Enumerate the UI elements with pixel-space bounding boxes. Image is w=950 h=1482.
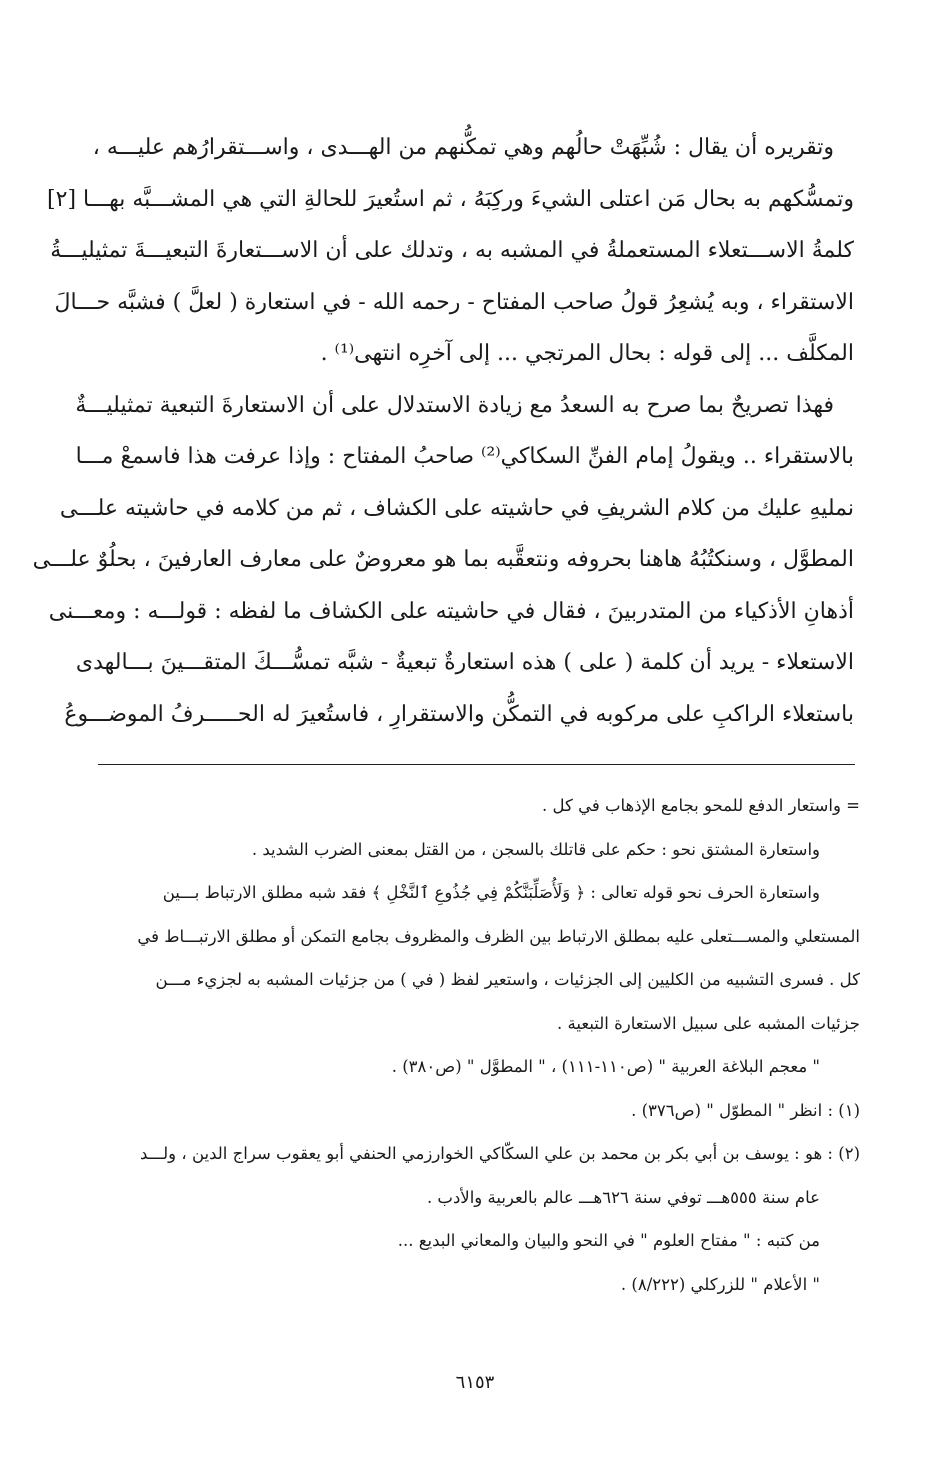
footnote-line: كل . فسرى التشبيه من الكليين إلى الجزئيات ، واستعير لفظ ( في ) من جزئيات المشبه به لجزيء مـــن xyxy=(155,970,860,989)
footnote-2: (٢) : هو : يوسف بن أبي بكر بن محمد بن علي السكّاكي الخوارزمي الحنفي أبو يعقوب سراج الدين ، ولـــد xyxy=(139,1144,860,1163)
main-line: فهذا تصريحٌ بما صرح به السعدُ مع زيادة الاستدلال على أن الاستعارةَ التبعية تمثيليـــةٌ xyxy=(75,392,834,418)
page-number: ٦١٥٣ xyxy=(455,1372,495,1393)
main-line: بالاستقراء .. ويقولُ إمام الفنِّ السكاكي⁽²⁾ صاحبُ المفتاح : وإذا عرفت هذا فاسمعْ مـــا xyxy=(75,444,854,469)
main-line: أذهانِ الأذكياء من المتدربينَ ، فقال في حاشيته على الكشاف ما لفظه : قولـــه : ومعـــنى xyxy=(48,598,854,624)
footnote-line: المستعلي والمســـتعلى عليه بمطلق الارتباط بين الظرف والمظروف بجامع التمكن أو مطلق الارتبـــاط في xyxy=(137,926,860,946)
footnote-separator xyxy=(98,764,855,765)
main-line: المطوَّل ، وسنكتُبُهُ هاهنا بحروفه ونتعقَّبه بما هو معروضٌ على معارف العارفينَ ، بحلُوٌ علـــى xyxy=(32,547,854,572)
main-text xyxy=(32,122,854,740)
footnote-line: = واستعار الدفع للمحو بجامع الإذهاب في كل . xyxy=(542,796,860,815)
footnote-line: " الأعلام " للزركلي (٨/٢٢٢) . xyxy=(620,1274,820,1294)
footnote-line: " معجم البلاغة العربية " (ص١١٠-١١١) ، " المطوَّل " (ص٣٨٠) . xyxy=(391,1057,820,1076)
footnote-line: من كتبه : " مفتاح العلوم " في النحو والبيان والمعاني البديع ... xyxy=(397,1231,820,1250)
main-line: باستعلاء الراكبِ على مركوبه في التمكُّن والاستقرارِ ، فاستُعيرَ له الحـــــرفُ الموضـــوعُ xyxy=(64,701,854,727)
footnote-line: عام سنة ٥٥٥هـــ توفي سنة ٦٢٦هـــ عالم بالعربية والأدب . xyxy=(426,1187,820,1207)
footnote-line: واستعارة المشتق نحو : حكم على قاتلك بالسجن ، من القتل بمعنى الضرب الشديد . xyxy=(251,839,820,859)
main-line: وتقريره أن يقال : شُبِّهَتْ حالُهم وهي تمكُّنهم من الهـــدى ، واســـتقرارُهم عليـــه ، xyxy=(92,135,834,160)
main-line: كلمةُ الاســـتعلاء المستعملةُ في المشبه به ، وتدلك على أن الاســـتعارةَ التبعيـــةَ تمثيليـــةُ xyxy=(50,238,854,263)
footnote-line: جزئيات المشبه على سبيل الاستعارة التبعية . xyxy=(557,1013,860,1033)
footnote-line: واستعارة الحرف نحو قوله تعالى : ﴿ وَلَأُصَلِّبَنَّكُمْ فِي جُذُوعِ ٱلنَّخْلِ ﴾ فقد شبه مطلق الارتباط بـــين xyxy=(162,883,820,902)
main-line: نمليهِ عليك من كلام الشريفِ في حاشيته على الكشاف ، ثم من كلامه في حاشيته علـــى xyxy=(59,495,854,521)
main-line: المكلَّف ... إلى قوله : بحال المرتجي ... إلى آخرِه انتهى⁽¹⁾ . xyxy=(320,341,854,366)
footnotes xyxy=(98,784,860,1306)
main-line: الاستقراء ، وبه يُشعِرُ قولُ صاحب المفتاح - رحمه الله - في استعارة ( لعلَّ ) فشبَّه حـــالَ xyxy=(54,289,854,315)
main-line: وتمسُّكهم به بحال مَن اعتلى الشيءَ وركِبَهُ ، ثم استُعيرَ للحالةِ التي هي المشـــبَّه بهـــا [٢] xyxy=(47,186,854,212)
main-line: الاستعلاء - يريد أن كلمة ( على ) هذه استعارةٌ تبعيةٌ - شبَّه تمسُّـــكَ المتقـــينَ بـــالهدى xyxy=(75,650,854,675)
footnote-1: (١) : انظر " المطوّل " (ص٣٧٦) . xyxy=(631,1100,860,1120)
